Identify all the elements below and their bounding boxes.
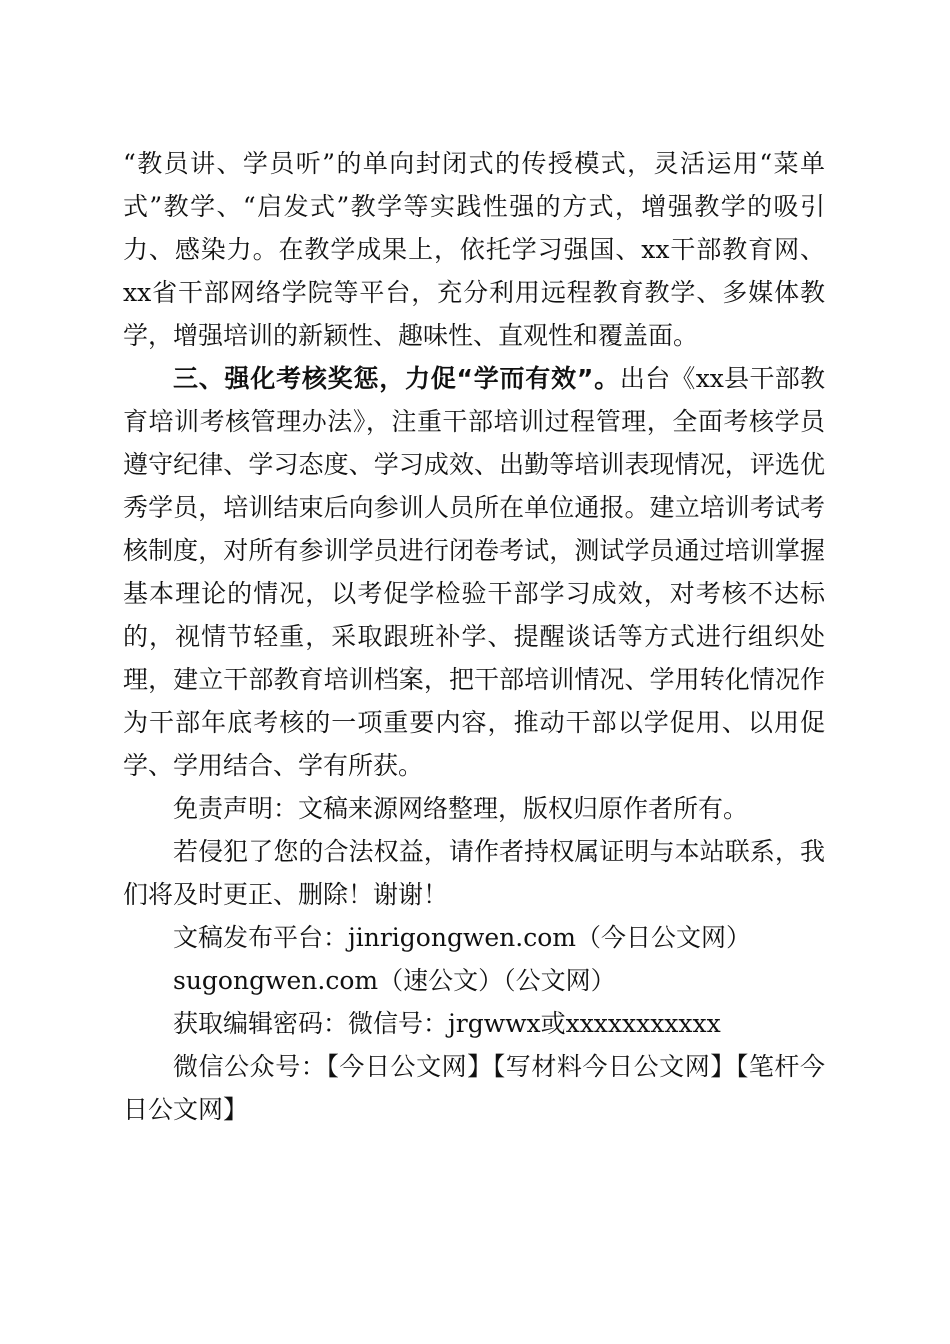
infringement-notice: 若侵犯了您的合法权益，请作者持权属证明与本站联系，我们将及时更正、删除！谢谢！: [123, 837, 825, 909]
paragraph-assessment-body: 出台《xx县干部教育培训考核管理办法》，注重干部培训过程管理，全面考核学员遵守纪律、学习态度、学习成效、出勤等培训表现情况，评选优秀学员，培训结束后向参训人员所在单位通报。建立培训考试考核制度，对所有参训学员进行闭卷考试，测试学员通过培训掌握基本理论的情况，以考促学检验干部学习成效，对考核不达标的，视情节轻重，采取跟班补学、提醒谈话等方式进行组织处理，建立干部教育培训档案，把干部培训情况、学用转化情况作为干部年底考核的一项重要内容，推动干部以学促用、以用促学、学用结合、学有所获。: [123, 364, 825, 780]
paragraph-assessment: [123, 357, 825, 787]
document-body: [123, 142, 825, 1131]
paragraph-teaching-methods: “教员讲、学员听”的单向封闭式的传授模式，灵活运用“菜单式”教学、“启发式”教学等实践性强的方式，增强教学的吸引力、感染力。在教学成果上，依托学习强国、xx干部教育网、xx省干部网络学院等平台，充分利用远程教育教学、多媒体教学，增强培训的新颖性、趣味性、直观性和覆盖面。: [123, 149, 825, 350]
wechat-accounts-line: 微信公众号：【今日公文网】【写材料今日公文网】【笔杆今日公文网】: [123, 1052, 825, 1124]
publishing-platform-line: 文稿发布平台：jinrigongwen.com（今日公文网）: [173, 923, 751, 952]
publishing-platform-line-2: sugongwen.com（速公文）（公文网）: [173, 966, 616, 995]
section-heading-3: 三、强化考核奖惩，力促“学而有效”。: [173, 364, 620, 393]
edit-password-line: 获取编辑密码：微信号：jrgwwx或xxxxxxxxxxx: [173, 1009, 721, 1038]
disclaimer-line: 免责声明：文稿来源网络整理，版权归原作者所有。: [173, 794, 749, 823]
